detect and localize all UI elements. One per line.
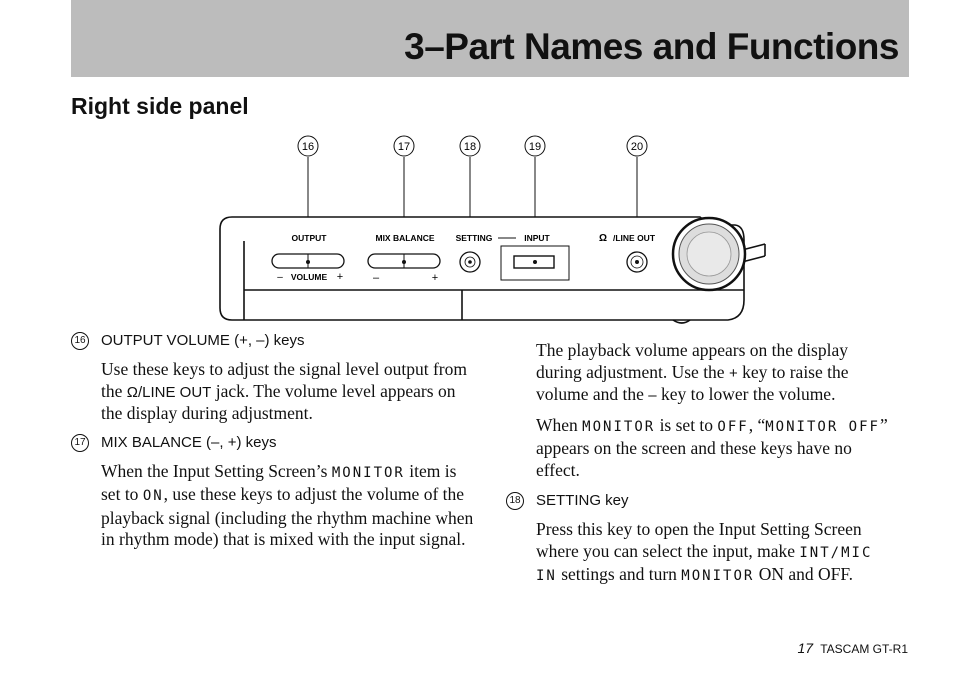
right-column [509,340,898,596]
svg-text:VOLUME: VOLUME [290,272,328,282]
svg-text:SETTING: SETTING [455,233,493,243]
svg-text:17: 17 [397,141,411,153]
page-number: 17 [797,640,814,656]
svg-text:–: – [372,272,380,284]
item-16-paragraph-1: Use these keys to adjust the signal level output from the Ω/LINE OUT jack. The volume level appears on the display during adjustment. [101,359,467,423]
svg-text:/LINE OUT: /LINE OUT [612,233,656,243]
item-number: 17 [71,434,89,452]
header-bar [71,0,909,77]
svg-text:INPUT: INPUT [524,233,550,243]
item-17-paragraph-1: When the Input Setting Screen’s MONITOR item is set to ON, use these keys to adjust the volume of the playback signal (including the rhythm machine when in rhythm mode) that is mixed with the input signal. [101,460,474,549]
item-16-paragraph-3: When MONITOR is set to OFF, “MONITOR OFF” appears on the screen and these keys have no effect. [536,414,888,480]
item-title: MIX BALANCE (–, +) keys [101,433,277,451]
svg-text:19: 19 [528,141,542,153]
footer-brand: TASCAM GT-R1 [820,642,908,656]
svg-text:OUTPUT: OUTPUT [291,233,327,243]
item-number: 16 [71,332,89,350]
item-18-heading [506,491,898,511]
left-column [71,331,479,559]
item-title: SETTING key [536,492,629,509]
item-18-paragraph-1: Press this key to open the Input Setting Screen where you can select the input, make INT/MIC IN settings and turn MONITOR ON and OFF. [536,519,873,584]
svg-text:MIX BALANCE: MIX BALANCE [375,233,435,243]
item-16-heading [71,331,479,351]
section-title: Right side panel [71,93,249,119]
item-17-heading [71,433,479,453]
chapter-title: 3–Part Names and Functions [404,26,899,67]
svg-text:+: + [431,272,439,284]
item-title: OUTPUT VOLUME (+, –) keys [101,332,305,349]
svg-text:–: – [277,272,283,283]
right-side-panel-diagram [0,125,954,335]
headphone-icon: Ω [126,383,138,401]
svg-text:18: 18 [463,141,477,153]
svg-text:20: 20 [630,141,644,153]
item-number: 18 [506,492,524,510]
page-footer [798,640,909,656]
speaker-grille [673,218,745,290]
svg-text:16: 16 [301,141,315,153]
svg-text:+: + [336,271,344,283]
headphone-icon: Ω [598,233,608,244]
item-16-paragraph-2: The playback volume appears on the display during adjustment. Use the + key to raise the volume and the – key to lower the volume. [536,340,849,404]
